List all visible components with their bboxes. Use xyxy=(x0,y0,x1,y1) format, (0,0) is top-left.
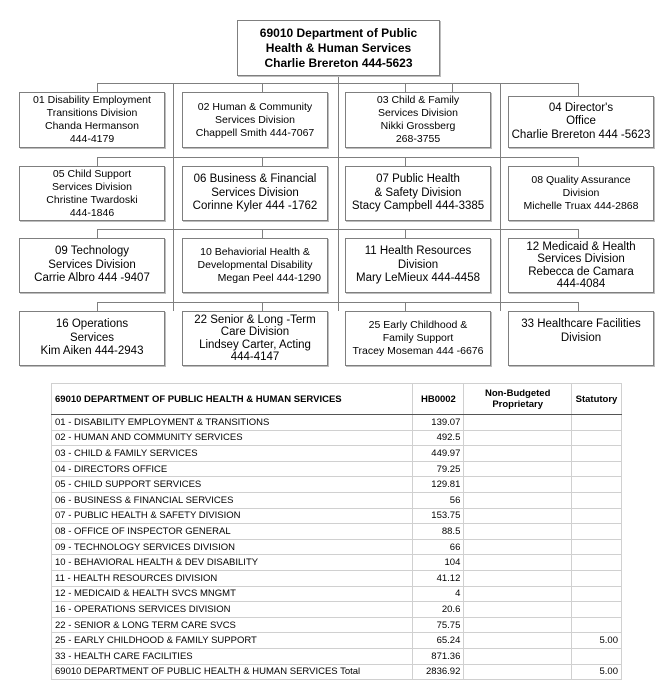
division-phone: 444-4084 xyxy=(556,278,606,290)
connector-line xyxy=(578,229,579,238)
division-head: Tracey Moseman 444 -6676 xyxy=(352,345,484,357)
connector-line xyxy=(500,83,501,311)
division-name: Developmental Disability xyxy=(197,259,313,271)
division-name: 33 Healthcare Facilities xyxy=(521,318,641,330)
row-name: 69010 DEPARTMENT OF PUBLIC HEALTH & HUMAN SERVICES Total xyxy=(52,664,413,680)
division-box-12 xyxy=(508,238,654,293)
row-name: 22 - SENIOR & LONG TERM CARE SVCS xyxy=(52,617,413,633)
division-head: Megan Peel 444-1290 xyxy=(217,272,321,284)
division-head: Chappell Smith 444-7067 xyxy=(195,126,315,139)
row-nbp xyxy=(464,508,572,524)
row-hb0002: 88.5 xyxy=(413,524,464,540)
division-head: Charlie Brereton 444 -5623 xyxy=(511,128,651,141)
division-box-06 xyxy=(182,166,328,221)
division-name: 06 Business & Financial xyxy=(193,173,317,186)
connector-line xyxy=(97,83,452,84)
connector-line xyxy=(338,75,339,83)
row-statutory xyxy=(571,555,621,571)
division-phone: 444-4147 xyxy=(230,351,280,363)
division-box-03 xyxy=(345,92,491,148)
connector-line xyxy=(97,302,579,303)
division-name: Services Division xyxy=(378,107,458,119)
division-name: Services Division xyxy=(52,180,132,193)
row-statutory xyxy=(571,415,621,431)
division-name: Care Division xyxy=(220,326,290,338)
connector-line xyxy=(578,302,579,311)
row-hb0002: 871.36 xyxy=(413,648,464,664)
row-nbp xyxy=(464,415,572,431)
division-name: 09 Technology xyxy=(55,245,129,258)
division-name: 03 Child & Family xyxy=(376,94,460,106)
division-head: Nikki Grossberg xyxy=(380,120,456,132)
row-statutory xyxy=(571,524,621,540)
row-name: 01 - DISABILITY EMPLOYMENT & TRANSITIONS xyxy=(52,415,413,431)
row-name: 11 - HEALTH RESOURCES DIVISION xyxy=(52,570,413,586)
table-header-row xyxy=(52,384,622,415)
connector-line xyxy=(262,157,263,166)
division-name: 08 Quality Assurance xyxy=(531,174,631,186)
row-name: 02 - HUMAN AND COMMUNITY SERVICES xyxy=(52,430,413,446)
row-name: 09 - TECHNOLOGY SERVICES DIVISION xyxy=(52,539,413,555)
row-statutory xyxy=(571,430,621,446)
table-row xyxy=(52,648,622,664)
row-name: 25 - EARLY CHILDHOOD & FAMILY SUPPORT xyxy=(52,633,413,649)
table-row xyxy=(52,524,622,540)
table-row xyxy=(52,617,622,633)
table-row xyxy=(52,446,622,462)
division-name: 07 Public Health xyxy=(376,173,460,186)
row-statutory xyxy=(571,477,621,493)
row-hb0002: 66 xyxy=(413,539,464,555)
row-name: 05 - CHILD SUPPORT SERVICES xyxy=(52,477,413,493)
connector-line xyxy=(578,83,579,96)
header-nbp-line2: Proprietary xyxy=(492,399,544,410)
row-statutory: 5.00 xyxy=(571,664,621,680)
table-row xyxy=(52,430,622,446)
table-row xyxy=(52,555,622,571)
connector-line xyxy=(97,302,98,311)
table-row xyxy=(52,633,622,649)
row-statutory xyxy=(571,492,621,508)
connector-line xyxy=(262,229,263,238)
org-root-director: Charlie Brereton 444-5623 xyxy=(264,55,413,70)
fte-table xyxy=(51,383,622,680)
division-head: Mary LeMieux 444-4458 xyxy=(355,272,480,285)
division-box-10 xyxy=(182,238,328,293)
row-statutory xyxy=(571,539,621,555)
connector-line xyxy=(405,302,406,311)
table-row xyxy=(52,477,622,493)
header-non-budgeted-proprietary xyxy=(464,384,572,415)
division-name: 22 Senior & Long -Term xyxy=(194,313,316,326)
division-box-01 xyxy=(19,92,165,148)
division-box-22 xyxy=(182,311,328,366)
division-name: & Safety Division xyxy=(374,186,462,199)
row-nbp xyxy=(464,664,572,680)
division-name: Services Division xyxy=(211,186,299,199)
division-head: Stacy Campbell 444-3385 xyxy=(351,200,485,213)
row-nbp xyxy=(464,586,572,602)
division-head: Christine Twardoski xyxy=(46,193,138,206)
division-phone: 444-1846 xyxy=(69,206,115,219)
table-row xyxy=(52,570,622,586)
row-hb0002: 20.6 xyxy=(413,602,464,618)
division-head: Lindsey Carter, Acting xyxy=(199,338,311,351)
row-statutory xyxy=(571,602,621,618)
division-head: Carrie Albro 444 -9407 xyxy=(34,272,150,285)
row-name: 04 - DIRECTORS OFFICE xyxy=(52,461,413,477)
division-name: 04 Director's xyxy=(548,101,614,114)
connector-line xyxy=(405,83,406,92)
row-nbp xyxy=(464,633,572,649)
division-name: 05 Child Support xyxy=(52,167,132,180)
table-total-row xyxy=(52,664,622,680)
table-row xyxy=(52,492,622,508)
row-name: 12 - MEDICAID & HEALTH SVCS MNGMT xyxy=(52,586,413,602)
division-head: Michelle Truax 444-2868 xyxy=(523,200,639,212)
row-statutory: 5.00 xyxy=(571,633,621,649)
header-statutory: Statutory xyxy=(571,384,621,415)
connector-line xyxy=(262,83,263,92)
row-hb0002: 492.5 xyxy=(413,430,464,446)
table-row xyxy=(52,415,622,431)
row-nbp xyxy=(464,461,572,477)
row-name: 10 - BEHAVIORAL HEALTH & DEV DISABILITY xyxy=(52,555,413,571)
row-nbp xyxy=(464,602,572,618)
row-hb0002: 65.24 xyxy=(413,633,464,649)
row-nbp xyxy=(464,648,572,664)
division-head: Kim Aiken 444-2943 xyxy=(40,345,144,358)
division-name: 01 Disability Employment xyxy=(33,94,151,106)
connector-line xyxy=(262,302,263,311)
division-name: Services Division xyxy=(48,258,136,271)
division-name: 10 Behaviorial Health & xyxy=(200,246,310,258)
row-nbp xyxy=(464,524,572,540)
row-hb0002: 153.75 xyxy=(413,508,464,524)
division-name: 16 Operations xyxy=(55,318,129,331)
row-hb0002: 104 xyxy=(413,555,464,571)
connector-line xyxy=(97,157,579,158)
row-hb0002: 79.25 xyxy=(413,461,464,477)
division-head: Rebecca de Camara xyxy=(528,265,634,278)
table-row xyxy=(52,602,622,618)
row-name: 07 - PUBLIC HEALTH & SAFETY DIVISION xyxy=(52,508,413,524)
row-hb0002: 129.81 xyxy=(413,477,464,493)
row-name: 08 - OFFICE OF INSPECTOR GENERAL xyxy=(52,524,413,540)
table-row xyxy=(52,461,622,477)
row-nbp xyxy=(464,492,572,508)
division-name: 12 Medicaid & Health xyxy=(526,240,636,253)
table-row xyxy=(52,586,622,602)
connector-line xyxy=(97,229,98,238)
row-nbp xyxy=(464,539,572,555)
row-name: 06 - BUSINESS & FINANCIAL SERVICES xyxy=(52,492,413,508)
division-name: Services Division xyxy=(537,253,625,265)
division-name: 25 Early Childhood & xyxy=(368,319,468,331)
division-head: Corinne Kyler 444 -1762 xyxy=(192,200,318,213)
row-nbp xyxy=(464,430,572,446)
row-statutory xyxy=(571,570,621,586)
division-box-07 xyxy=(345,166,491,221)
connector-line xyxy=(578,157,579,166)
row-name: 03 - CHILD & FAMILY SERVICES xyxy=(52,446,413,462)
division-phone: 268-3755 xyxy=(395,133,441,145)
row-hb0002: 4 xyxy=(413,586,464,602)
connector-line xyxy=(405,83,579,84)
division-box-09 xyxy=(19,238,165,293)
row-statutory xyxy=(571,586,621,602)
header-nbp-line1: Non-Budgeted xyxy=(484,388,551,399)
division-box-33 xyxy=(508,311,654,366)
row-hb0002: 41.12 xyxy=(413,570,464,586)
row-name: 33 - HEALTH CARE FACILITIES xyxy=(52,648,413,664)
row-nbp xyxy=(464,570,572,586)
division-box-11 xyxy=(345,238,491,293)
row-name: 16 - OPERATIONS SERVICES DIVISION xyxy=(52,602,413,618)
division-name: Family Support xyxy=(382,332,454,344)
connector-line xyxy=(97,157,98,166)
division-name: Division xyxy=(397,258,439,271)
division-phone: 444-4179 xyxy=(69,133,115,145)
connector-line xyxy=(173,83,174,311)
org-root-title: 69010 Department of Public xyxy=(259,25,418,40)
connector-line xyxy=(338,83,339,311)
division-box-25 xyxy=(345,311,491,366)
division-head: Chanda Hermanson xyxy=(45,120,139,132)
row-hb0002: 449.97 xyxy=(413,446,464,462)
org-root-box xyxy=(237,20,440,76)
row-statutory xyxy=(571,648,621,664)
connector-line xyxy=(405,157,406,166)
row-hb0002: 75.75 xyxy=(413,617,464,633)
division-name: Office xyxy=(566,115,596,128)
row-hb0002: 56 xyxy=(413,492,464,508)
row-hb0002: 139.07 xyxy=(413,415,464,431)
division-name: Division xyxy=(562,187,600,199)
division-name: Division xyxy=(560,331,602,344)
connector-line xyxy=(97,83,98,92)
connector-line xyxy=(405,229,406,238)
division-name: Transitions Division xyxy=(46,107,138,119)
division-name: 02 Human & Community xyxy=(197,100,313,113)
row-nbp xyxy=(464,446,572,462)
row-hb0002: 2836.92 xyxy=(413,664,464,680)
row-nbp xyxy=(464,617,572,633)
division-box-04 xyxy=(508,96,654,148)
division-box-05 xyxy=(19,166,165,221)
connector-line xyxy=(97,229,579,230)
division-box-02 xyxy=(182,92,328,148)
row-statutory xyxy=(571,446,621,462)
header-hb0002: HB0002 xyxy=(413,384,464,415)
header-department: 69010 DEPARTMENT OF PUBLIC HEALTH & HUMAN SERVICES xyxy=(52,384,413,415)
org-root-title-2: Health & Human Services xyxy=(265,40,412,55)
table-row xyxy=(52,539,622,555)
division-name: Services Division xyxy=(215,113,295,126)
division-name: Services xyxy=(69,331,115,344)
row-nbp xyxy=(464,555,572,571)
row-statutory xyxy=(571,617,621,633)
division-box-08 xyxy=(508,166,654,221)
division-name: 11 Health Resources xyxy=(364,245,472,258)
row-statutory xyxy=(571,461,621,477)
row-nbp xyxy=(464,477,572,493)
division-box-16 xyxy=(19,311,165,366)
row-statutory xyxy=(571,508,621,524)
table-row xyxy=(52,508,622,524)
